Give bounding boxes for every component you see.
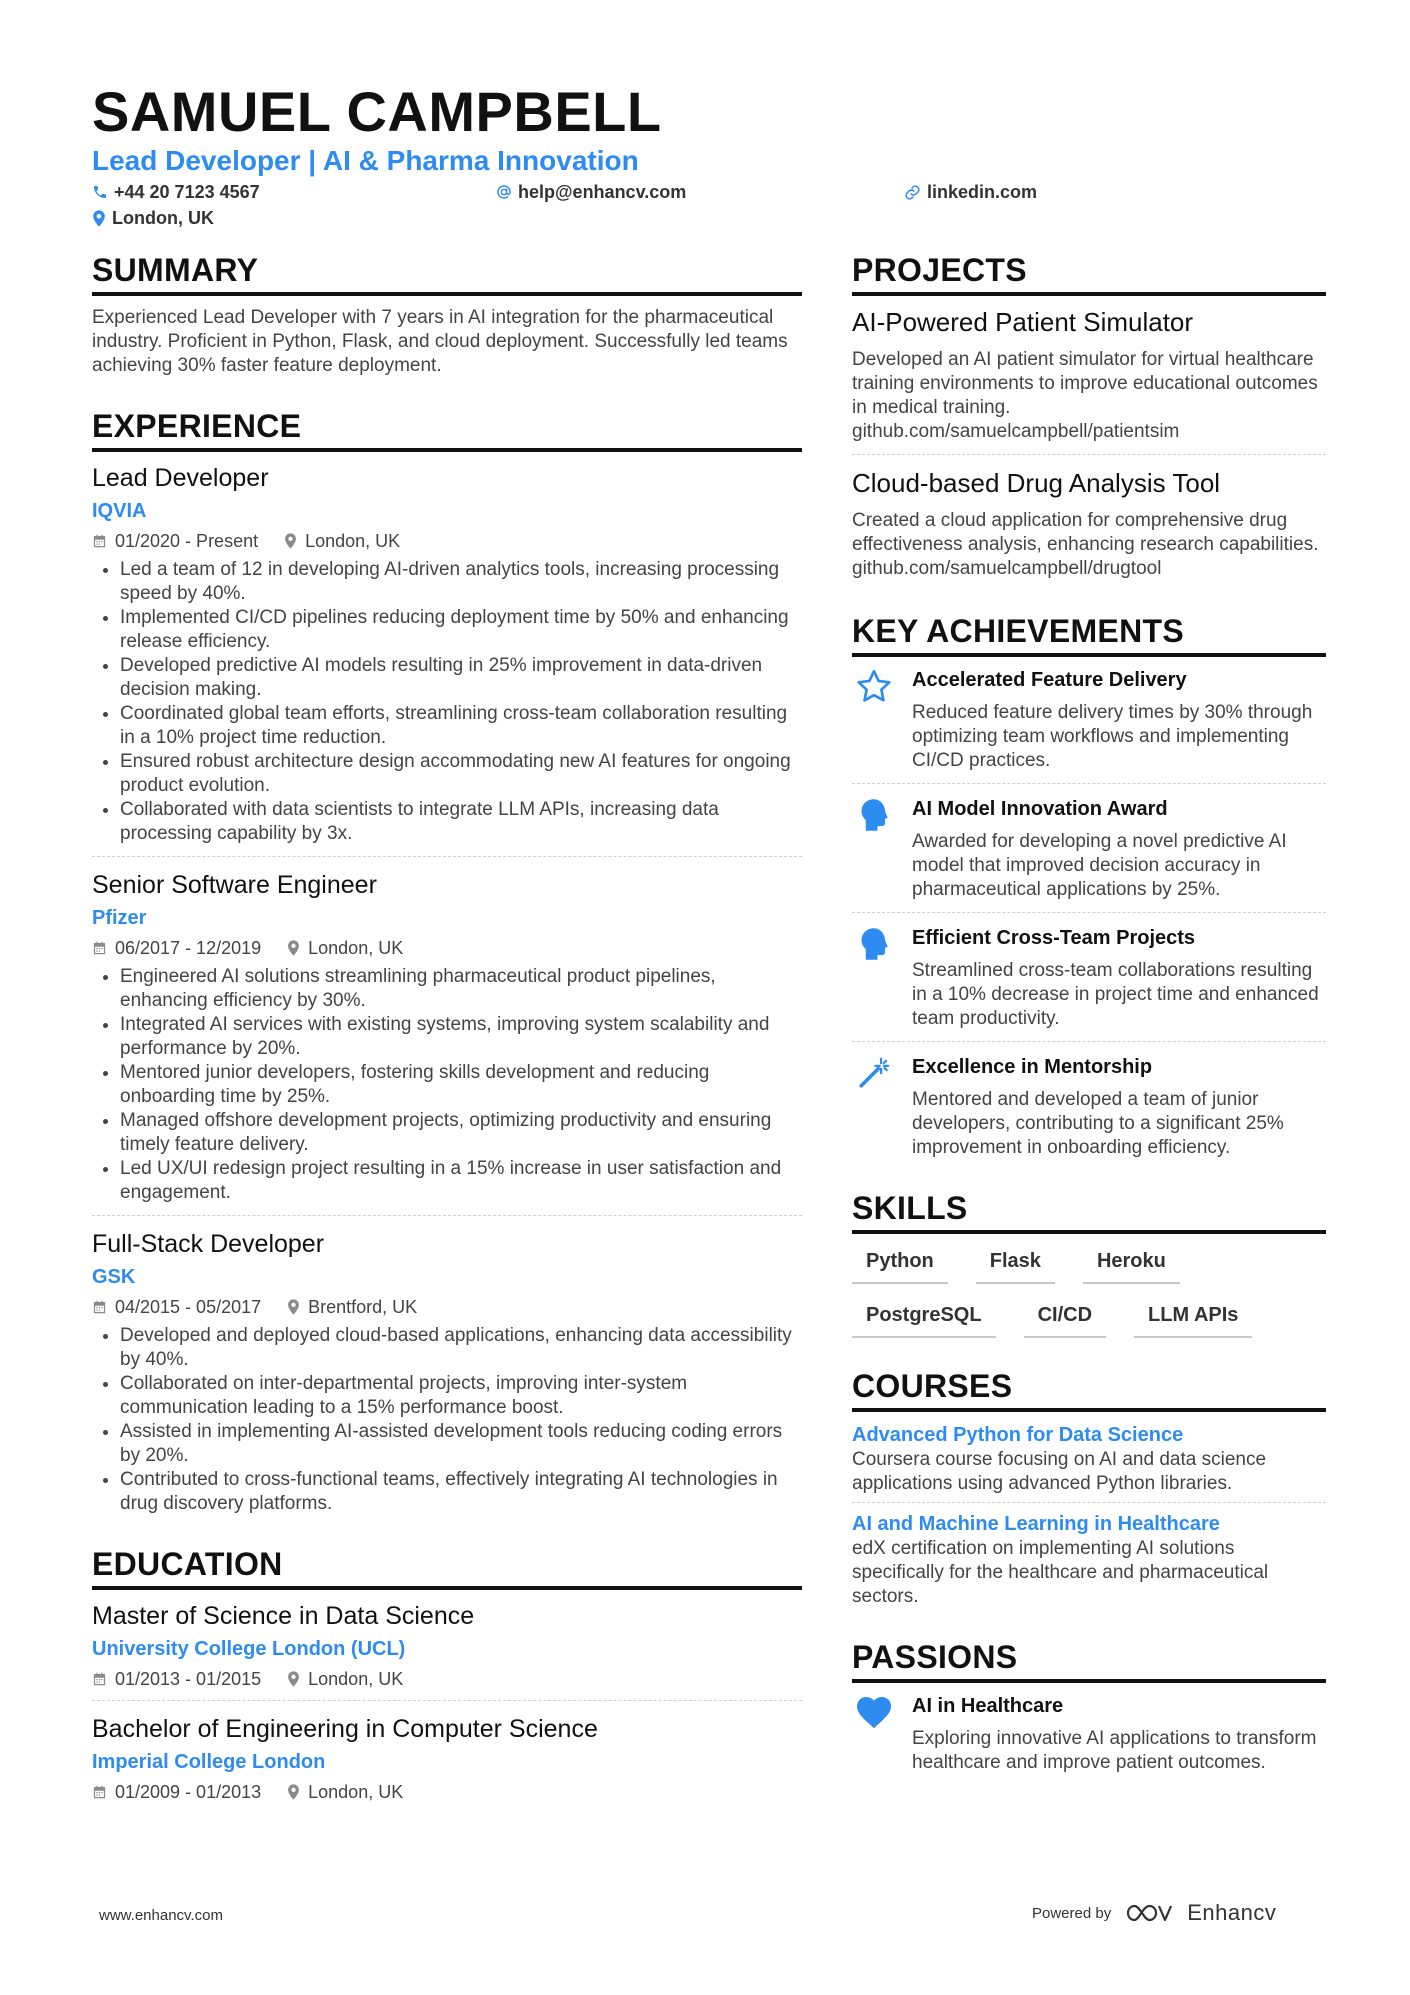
divider: [852, 912, 1326, 913]
linkedin-text: linkedin.com: [927, 182, 1038, 202]
education-heading: EDUCATION: [92, 1544, 802, 1590]
phone-text: +44 20 7123 4567: [114, 182, 260, 202]
course-description: edX certification on implementing AI solutions specifically for the healthcare and pharmaceutical sectors.: [852, 1538, 1269, 1607]
summary-text: Experienced Lead Developer with 7 years in AI integration for the pharmaceutical industry. Proficient in Python, Flask, and cloud deployment. Successfully led teams achieving 30% faster feature deployment.: [92, 307, 788, 376]
job-bullets: [92, 558, 802, 846]
skill-tag: Python: [852, 1248, 948, 1284]
projects-heading: PROJECTS: [852, 250, 1326, 296]
project-description: Developed an AI patient simulator for virtual healthcare training environments to improve educational outcomes in medical training. github.com/samuelcampbell/patientsim: [852, 349, 1318, 442]
contact-linkedin[interactable]: [904, 181, 1037, 203]
company-name: IQVIA: [92, 500, 147, 522]
achievement-item: [852, 796, 1326, 902]
divider: [92, 1700, 802, 1701]
bullet-item: • Developed and deployed cloud-based applications, enhancing data accessibility by 40%.: [120, 1324, 802, 1372]
divider: [852, 783, 1326, 784]
location-pin-icon: [92, 210, 106, 227]
magic-wand-icon: [856, 1056, 892, 1090]
location-pin-icon: [287, 1671, 300, 1687]
job-meta: [92, 530, 802, 552]
location-pin-icon: [287, 1299, 300, 1315]
bullet-item: • Led a team of 12 in developing AI-driven analytics tools, increasing processing speed by 40%.: [120, 558, 802, 606]
bullet-item: • Coordinated global team efforts, streamlining cross-team collaboration resulting in a 10% project time reduction.: [120, 702, 802, 750]
right-column: [852, 250, 1326, 1775]
school-name: Imperial College London: [92, 1751, 326, 1773]
job-dates: 06/2017 - 12/2019: [115, 938, 262, 958]
passions-heading: PASSIONS: [852, 1637, 1326, 1683]
divider: [852, 1041, 1326, 1042]
courses-heading: COURSES: [852, 1366, 1326, 1412]
project-description: Created a cloud application for comprehensive drug effectiveness analysis, enhancing research capabilities. github.com/samuelcampbell/drugtool: [852, 510, 1319, 579]
job-meta: [92, 937, 802, 959]
location-pin-icon: [284, 533, 297, 549]
education-dates: 01/2009 - 01/2013: [115, 1782, 262, 1802]
bullet-item: • Assisted in implementing AI-assisted development tools reducing coding errors by 20%.: [120, 1420, 802, 1468]
achievement-description: Reduced feature delivery times by 30% through optimizing team workflows and implementing CI/CD practices.: [912, 702, 1313, 771]
education-meta: [92, 1668, 802, 1690]
project-title: Cloud-based Drug Analysis Tool: [852, 468, 1221, 498]
divider: [92, 1215, 802, 1216]
course-title: AI and Machine Learning in Healthcare: [852, 1513, 1220, 1535]
skill-tag: CI/CD: [1024, 1302, 1106, 1338]
location-pin-icon: [287, 940, 300, 956]
location-pin-icon: [287, 1784, 300, 1800]
experience-item: [92, 869, 802, 1205]
candidate-name: SAMUEL CAMPBELL: [92, 80, 662, 143]
heart-icon: [855, 1695, 893, 1729]
footer-website[interactable]: www.enhancv.com: [99, 1907, 223, 1924]
calendar-icon: [92, 1671, 107, 1687]
course-item: [852, 1511, 1326, 1609]
achievement-item: [852, 925, 1326, 1031]
contact-email[interactable]: [496, 181, 686, 203]
at-icon: [496, 184, 512, 200]
achievement-title: Accelerated Feature Delivery: [912, 669, 1187, 691]
left-column: [92, 250, 802, 1803]
course-description: Coursera course focusing on AI and data science applications using advanced Python libraries.: [852, 1449, 1267, 1494]
achievement-item: [852, 667, 1326, 773]
achievement-description: Mentored and developed a team of junior developers, contributing to a significant 25% improvement in onboarding efficiency.: [912, 1089, 1284, 1158]
brand-name: Enhancv: [1187, 1900, 1277, 1925]
bullet-item: • Ensured robust architecture design accommodating new AI features for ongoing product evolution.: [120, 750, 802, 798]
summary-heading: SUMMARY: [92, 250, 802, 296]
job-location: London, UK: [305, 531, 401, 551]
bullet-item: • Developed predictive AI models resulting in 25% improvement in data-driven decision making.: [120, 654, 802, 702]
skill-tag: Heroku: [1083, 1248, 1180, 1284]
bullet-item: • Led UX/UI redesign project resulting in a 15% increase in user satisfaction and engagement.: [120, 1157, 802, 1205]
skill-tag: PostgreSQL: [852, 1302, 996, 1338]
bullet-item: • Collaborated with data scientists to integrate LLM APIs, increasing data processing capability by 3x.: [120, 798, 802, 846]
achievement-title: AI Model Innovation Award: [912, 798, 1168, 820]
link-icon: [904, 184, 921, 201]
bullet-item: • Contributed to cross-functional teams, effectively integrating AI technologies in drug discovery platforms.: [120, 1468, 802, 1516]
achievement-title: Excellence in Mentorship: [912, 1056, 1153, 1078]
school-name: University College London (UCL): [92, 1638, 406, 1660]
achievement-description: Streamlined cross-team collaborations resulting in a 10% decrease in project time and enhanced team productivity.: [912, 960, 1319, 1029]
head-icon: [858, 927, 890, 961]
calendar-icon: [92, 1784, 107, 1800]
contact-location: [92, 207, 214, 229]
education-item: [92, 1600, 802, 1690]
bullet-item: • Engineered AI solutions streamlining pharmaceutical product pipelines, enhancing efficiency by 30%.: [120, 965, 802, 1013]
job-title: Lead Developer: [92, 464, 269, 492]
experience-heading: EXPERIENCE: [92, 406, 802, 452]
job-meta: [92, 1296, 802, 1318]
skill-tag: LLM APIs: [1134, 1302, 1252, 1338]
bullet-item: • Integrated AI services with existing systems, improving system scalability and performance by 20%.: [120, 1013, 802, 1061]
job-dates: 04/2015 - 05/2017: [115, 1297, 262, 1317]
powered-by-label: Powered by: [1032, 1904, 1112, 1922]
project-title: AI-Powered Patient Simulator: [852, 307, 1194, 337]
course-item: [852, 1422, 1326, 1496]
divider: [92, 856, 802, 857]
skills-heading: SKILLS: [852, 1188, 1326, 1234]
footer-branding: [1032, 1900, 1276, 1926]
company-name: GSK: [92, 1266, 136, 1288]
company-name: Pfizer: [92, 907, 147, 929]
skills-list: [852, 1248, 1326, 1338]
job-title: Senior Software Engineer: [92, 871, 377, 899]
job-bullets: [92, 1324, 802, 1516]
degree-title: Bachelor of Engineering in Computer Science: [92, 1715, 598, 1743]
project-item: [852, 306, 1326, 444]
star-icon: [856, 669, 892, 703]
education-location: London, UK: [308, 1669, 404, 1689]
passion-item: [852, 1693, 1326, 1775]
experience-item: [92, 462, 802, 846]
calendar-icon: [92, 940, 107, 956]
bullet-item: • Managed offshore development projects, optimizing productivity and ensuring timely feature delivery.: [120, 1109, 802, 1157]
degree-title: Master of Science in Data Science: [92, 1602, 475, 1630]
job-bullets: [92, 965, 802, 1205]
bullet-item: • Mentored junior developers, fostering skills development and reducing onboarding time by 25%.: [120, 1061, 802, 1109]
phone-icon: [92, 184, 108, 200]
bullet-item: • Implemented CI/CD pipelines reducing deployment time by 50% and enhancing release efficiency.: [120, 606, 802, 654]
course-title: Advanced Python for Data Science: [852, 1424, 1184, 1446]
email-text: help@enhancv.com: [518, 182, 687, 202]
contact-phone: [92, 181, 260, 203]
calendar-icon: [92, 1299, 107, 1315]
skill-tag: Flask: [976, 1248, 1055, 1284]
education-item: [92, 1713, 802, 1803]
education-dates: 01/2013 - 01/2015: [115, 1669, 262, 1689]
passion-title: AI in Healthcare: [912, 1695, 1064, 1717]
enhancv-logo-icon: [1125, 1902, 1173, 1924]
job-location: London, UK: [308, 938, 404, 958]
achievements-heading: KEY ACHIEVEMENTS: [852, 611, 1326, 657]
experience-item: [92, 1228, 802, 1516]
achievement-title: Efficient Cross-Team Projects: [912, 927, 1196, 949]
job-location: Brentford, UK: [308, 1297, 418, 1317]
head-icon: [858, 798, 890, 832]
job-title: Full-Stack Developer: [92, 1230, 325, 1258]
location-text: London, UK: [112, 208, 214, 228]
project-item: [852, 467, 1326, 581]
divider: [852, 1502, 1326, 1503]
achievement-item: [852, 1054, 1326, 1160]
education-location: London, UK: [308, 1782, 404, 1802]
education-meta: [92, 1781, 802, 1803]
job-dates: 01/2020 - Present: [115, 531, 259, 551]
achievement-description: Awarded for developing a novel predictive AI model that improved decision accuracy in pharmaceutical applications by 25%.: [912, 831, 1287, 900]
bullet-item: • Collaborated on inter-departmental projects, improving inter-system communication leading to a 15% performance boost.: [120, 1372, 802, 1420]
candidate-headline: Lead Developer | AI & Pharma Innovation: [92, 145, 639, 176]
calendar-icon: [92, 533, 107, 549]
passion-description: Exploring innovative AI applications to transform healthcare and improve patient outcomes.: [912, 1728, 1317, 1773]
divider: [852, 454, 1326, 455]
